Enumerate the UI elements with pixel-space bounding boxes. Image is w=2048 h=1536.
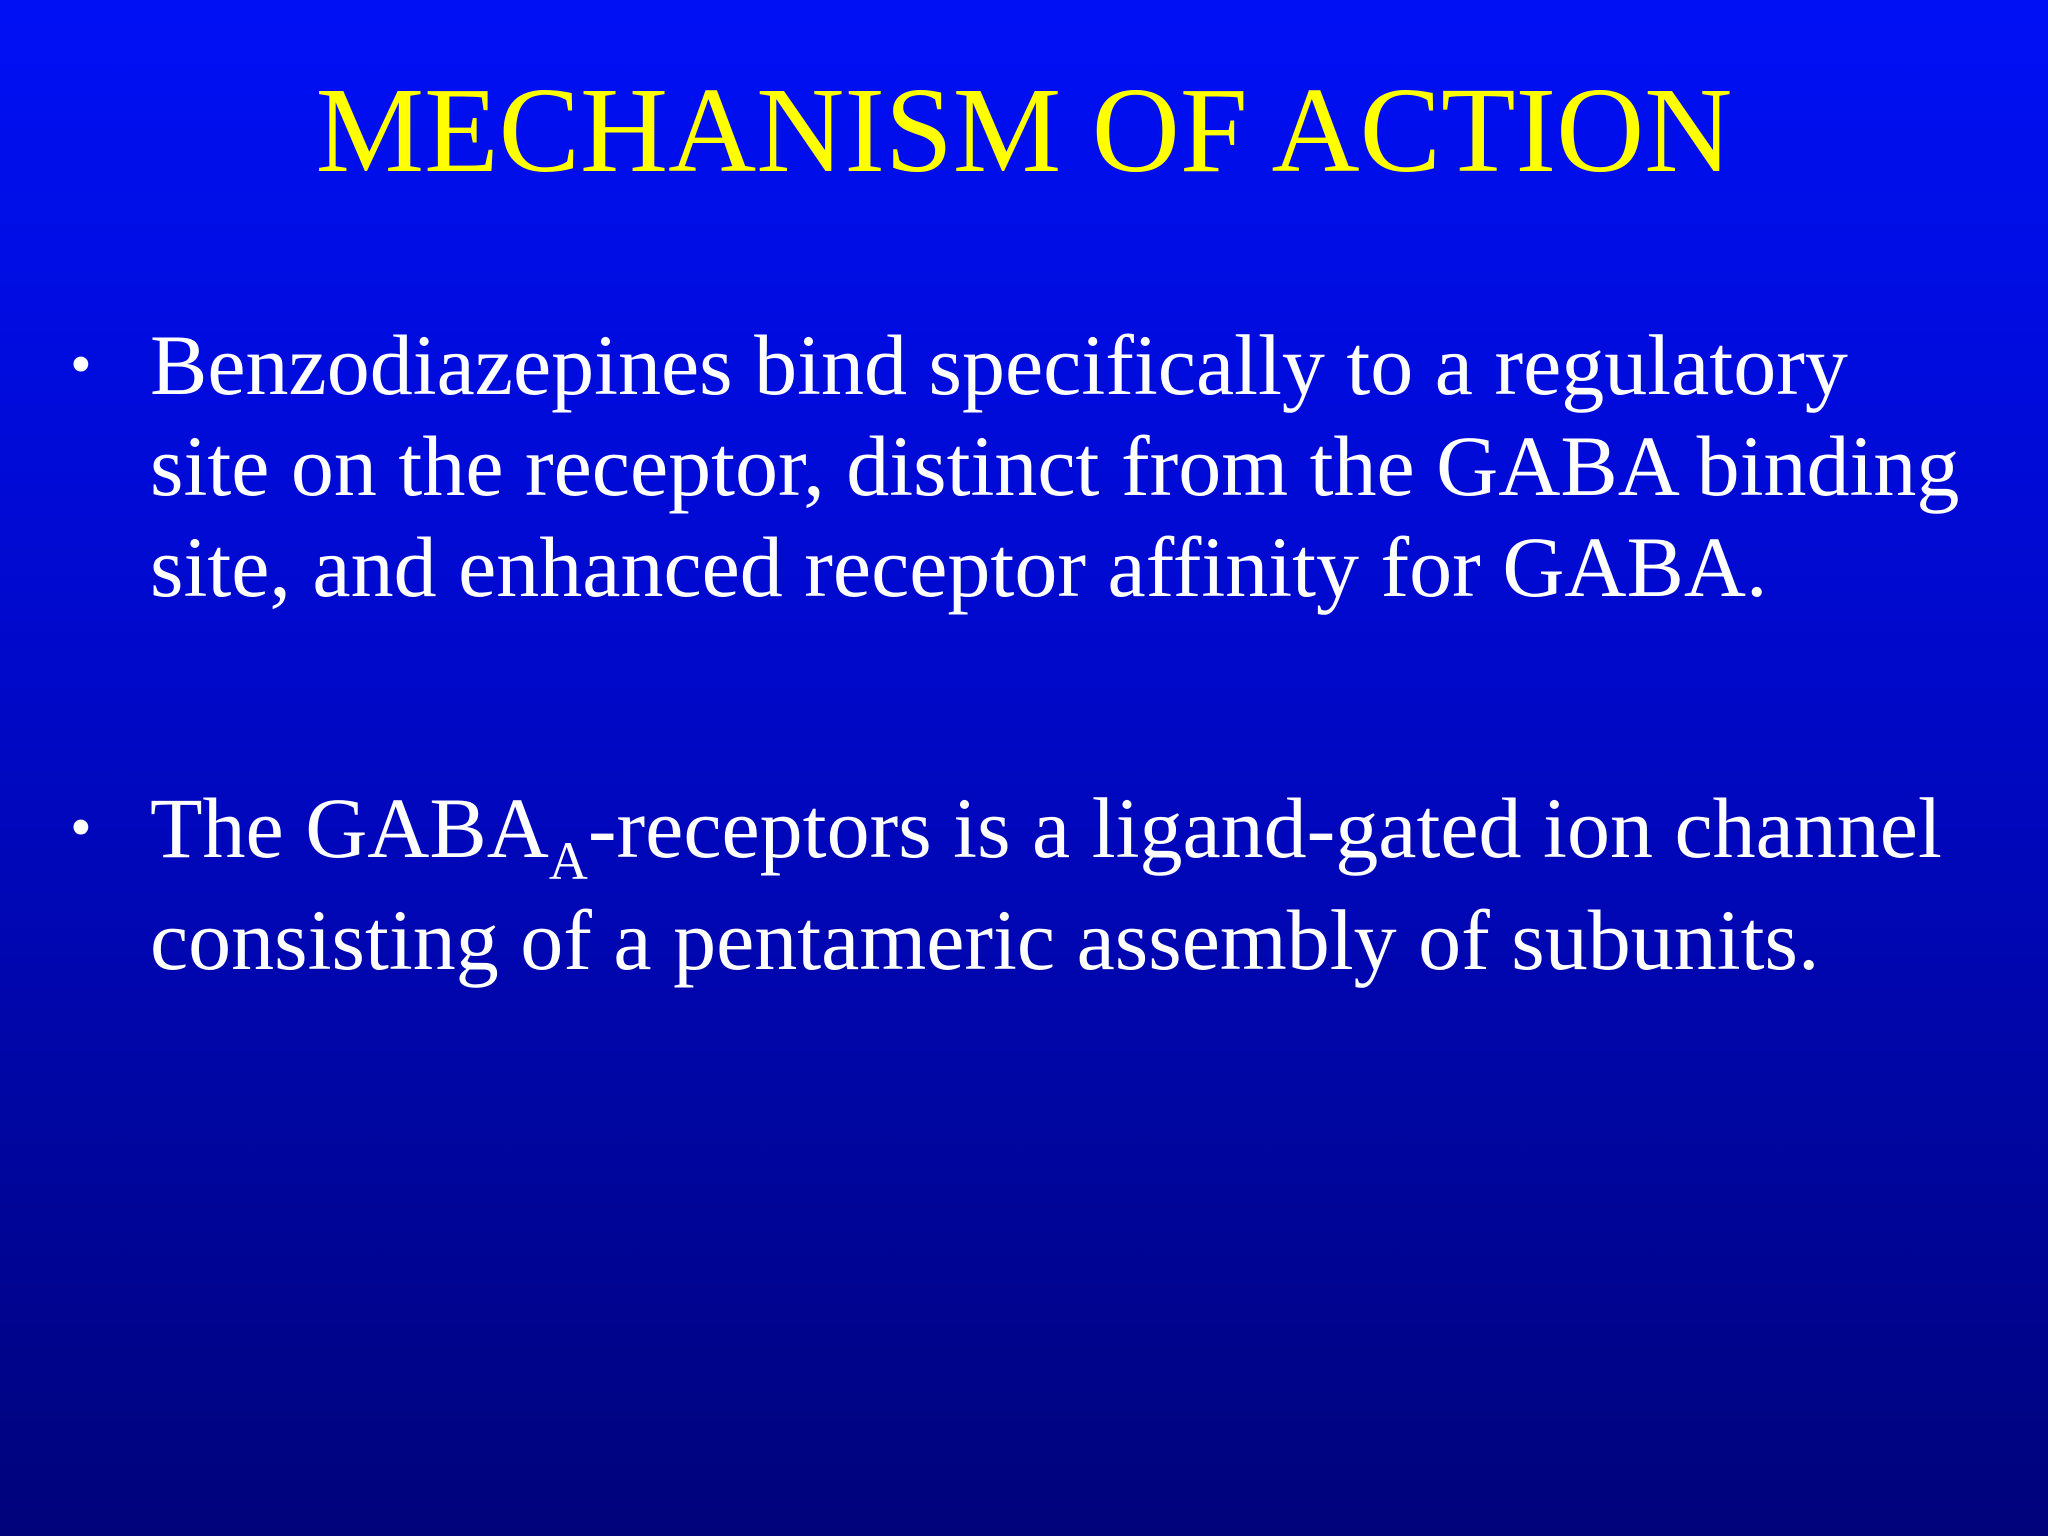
slide-title: MECHANISM OF ACTION — [315, 63, 1733, 198]
bullet-icon: • — [70, 331, 92, 399]
bullet-item-gaba-receptors — [70, 772, 1970, 996]
bullet-item-benzodiazepines — [70, 315, 1970, 618]
bullet-list — [70, 315, 1970, 996]
bullet-text: Benzodiazepines bind specifically to a regulatory site on the receptor, distinct from the GABA binding site, and enhanced receptor affinity for GABA. — [150, 317, 1960, 615]
bullet-text-subscript: A — [548, 831, 588, 891]
bullet-text-prefix: The GABA — [150, 780, 549, 876]
bullet-text-suffix: -receptors is a ligand-gated ion channel consisting of a pentameric assembly of subunits. — [150, 780, 1942, 988]
bullet-icon: • — [70, 794, 92, 862]
